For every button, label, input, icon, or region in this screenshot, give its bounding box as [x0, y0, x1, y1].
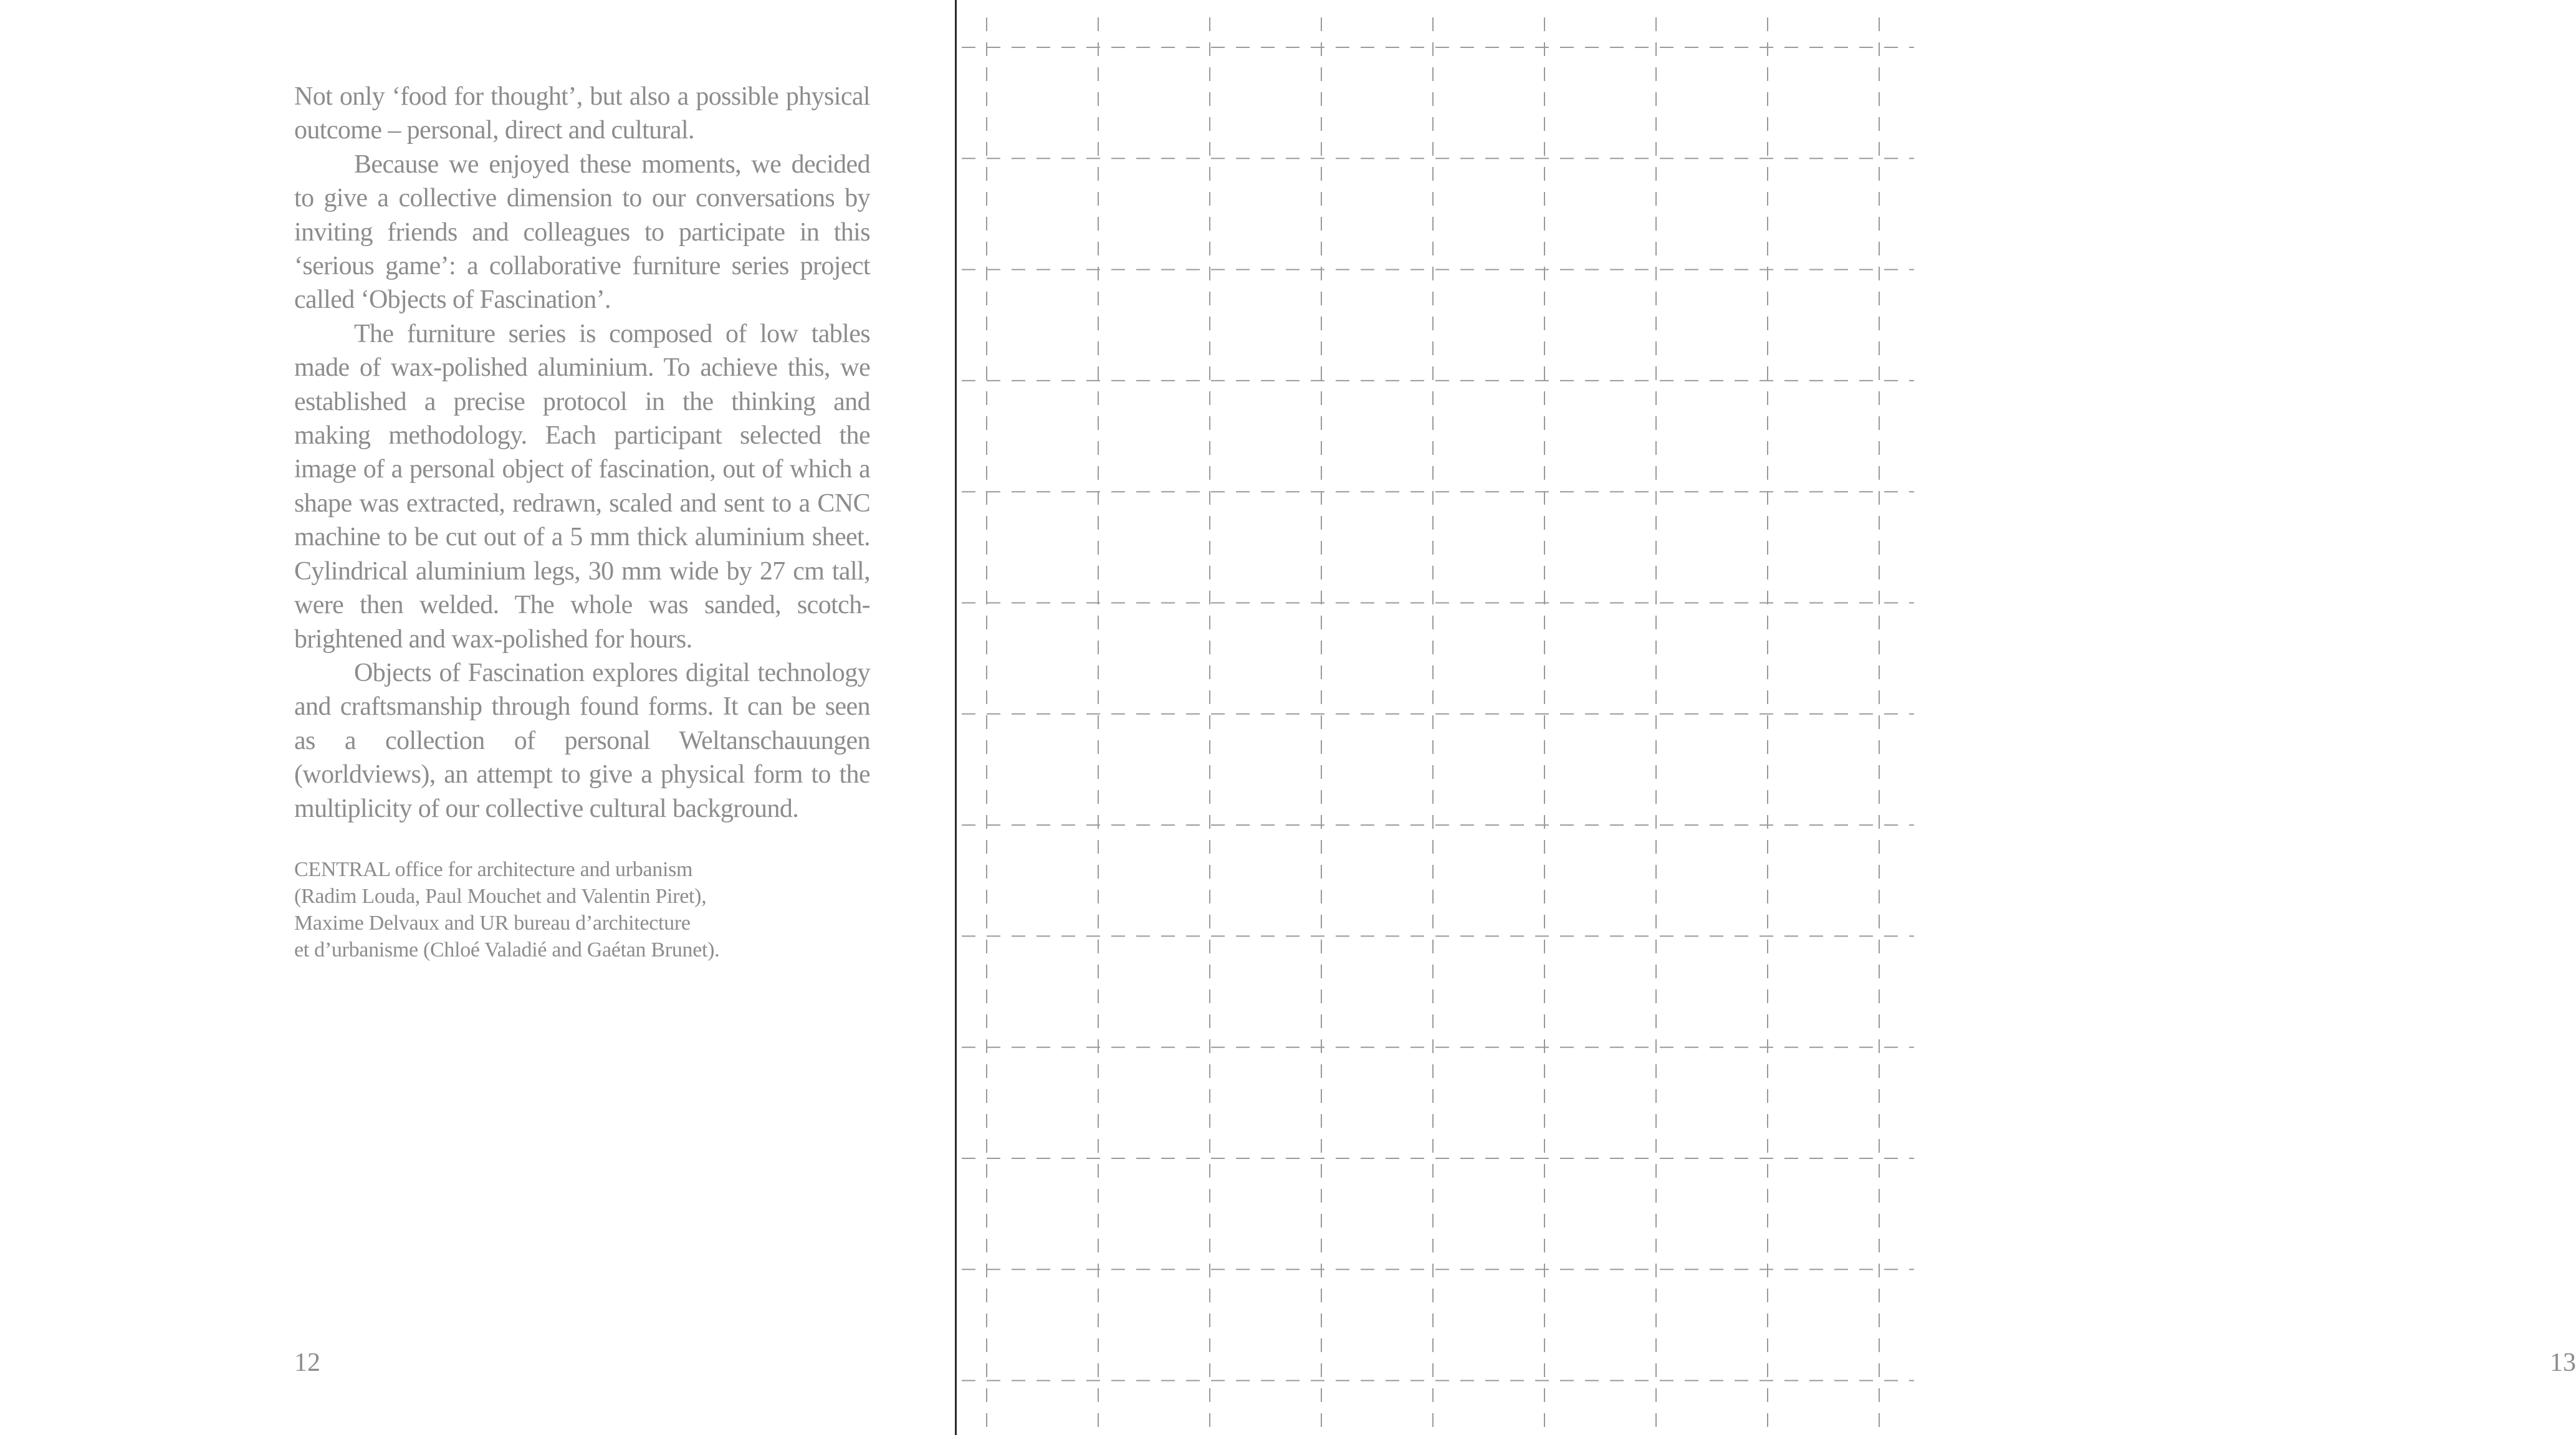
body-text	[294, 80, 870, 826]
credit-line: et d’urbanisme (Chloé Valadié and Gaétan Brunet).	[294, 938, 720, 961]
paragraph-3: The furniture series is composed of low tables made of wax-polished aluminium. To achieve this, we established a precise protocol in the thinking and making methodology. Each participant selected the image of a personal object of fascination, out of which a shape was extracted, redrawn, scaled and sent to a CNC machine to be cut out of a 5 mm thick aluminium sheet. Cylindrical aluminium legs, 30 mm wide by 27 cm tall, were then welded. The whole was sanded, scotch-brightened and wax-polished for hours.	[294, 319, 870, 654]
right-page	[957, 0, 2576, 1435]
paragraph-1: Not only ‘food for thought’, but also a possible physical outcome – personal, direct and cultural.	[294, 82, 870, 145]
page-number-right: 13	[2550, 1348, 2576, 1377]
credit-line: Maxime Delvaux and UR bureau d’architecture	[294, 912, 691, 935]
page-number-left: 12	[294, 1348, 320, 1377]
credits-block	[294, 856, 870, 963]
dashed-grid	[957, 0, 1914, 1435]
paragraph-2: Because we enjoyed these moments, we decided to give a collective dimension to our conversations by inviting friends and colleagues to participate in this ‘serious game’: a collaborative furniture series project called ‘Objects of Fascination’.	[294, 150, 870, 315]
left-page	[0, 0, 955, 1435]
paragraph-4: Objects of Fascination explores digital technology and craftsmanship through found forms. It can be seen as a collection of personal Weltanschauungen (worldviews), an attempt to give a physical form to the multiplicity of our collective cultural background.	[294, 658, 870, 823]
credit-line: (Radim Louda, Paul Mouchet and Valentin Piret),	[294, 885, 707, 908]
credit-line: CENTRAL office for architecture and urbanism	[294, 858, 693, 881]
